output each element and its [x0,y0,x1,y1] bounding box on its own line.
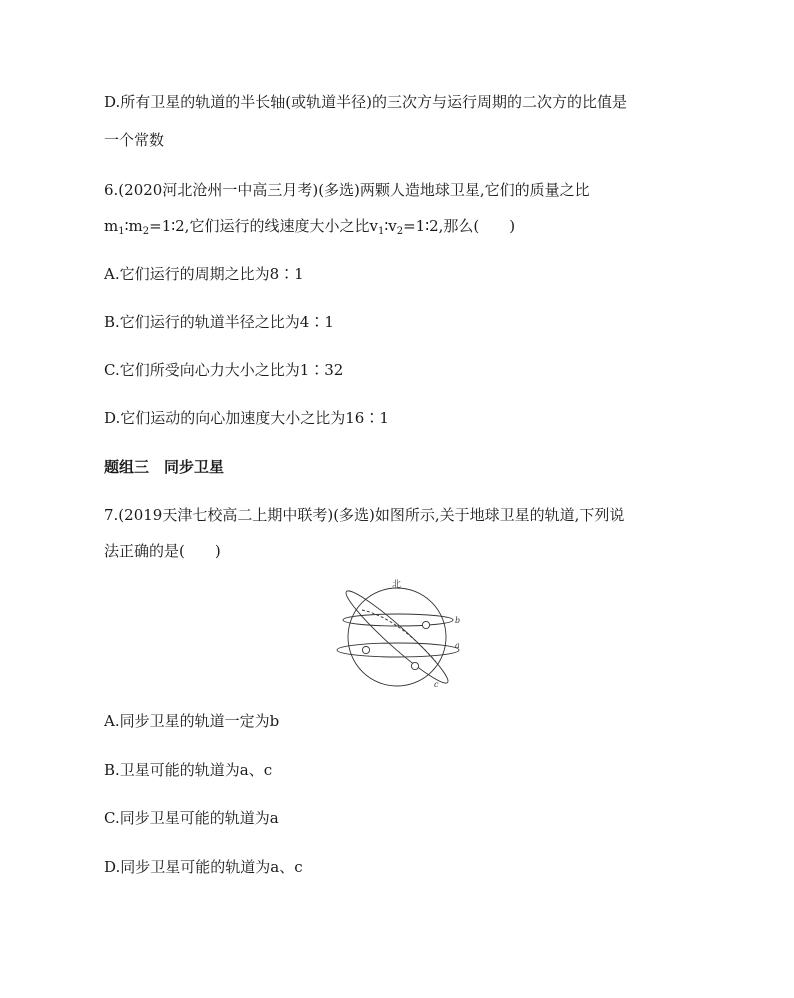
label-a: a [455,641,460,650]
orbit-c-hidden [362,610,436,662]
q6-stem-tail: =1∶2,那么( ) [403,217,516,235]
q6-m2-sub: 2 [142,226,150,237]
q7-option-c: C.同步卫星可能的轨道为a [104,809,279,827]
q6-v1-sub: 1 [377,226,385,237]
q6-option-a: A.它们运行的周期之比为8∶1 [104,265,304,283]
orbit-c [340,584,454,690]
orbit-a [337,643,459,657]
section-title: 题组三 同步卫星 [104,458,225,476]
q6-option-c: C.它们所受向心力大小之比为1∶32 [104,361,344,379]
q6-stem-line1: 6.(2020河北沧州一中高三月考)(多选)两颗人造地球卫星,它们的质量之比 [104,181,590,199]
satellite-a [362,646,369,653]
label-c: c [434,680,439,689]
q6-v2-sub: 2 [396,226,404,237]
q6-v-sep: ∶v [384,217,397,235]
q5-option-d-line2: 一个常数 [104,131,165,149]
label-b: b [455,616,461,625]
q6-ratio-sep: ∶m [124,217,143,235]
q6-option-b: B.它们运行的轨道半径之比为4∶1 [104,313,334,331]
q7-option-b: B.卫星可能的轨道为a、c [104,761,273,779]
q7-stem-line2: 法正确的是( ) [104,542,221,560]
earth-circle [348,588,446,686]
satellite-c [411,662,418,669]
q6-option-d: D.它们运动的向心加速度大小之比为16∶1 [104,409,389,427]
q5-option-d-line1: D.所有卫星的轨道的半长轴(或轨道半径)的三次方与运行周期的二次方的比值是 [104,93,627,111]
satellite-b [422,621,429,628]
satellite-orbit-figure [328,578,466,690]
q7-option-a: A.同步卫星的轨道一定为b [104,712,280,730]
q6-mass-ratio-tail: =1∶2,它们运行的线速度大小之比v [149,217,378,235]
q6-m1: m [104,217,119,235]
q6-m1-sub: 1 [118,226,125,237]
q7-option-d: D.同步卫星可能的轨道为a、c [104,858,303,876]
q6-stem-line2 [104,216,515,236]
north-label: 北 [392,580,402,590]
q7-stem-line1: 7.(2019天津七校高二上期中联考)(多选)如图所示,关于地球卫星的轨道,下列说 [104,506,625,524]
